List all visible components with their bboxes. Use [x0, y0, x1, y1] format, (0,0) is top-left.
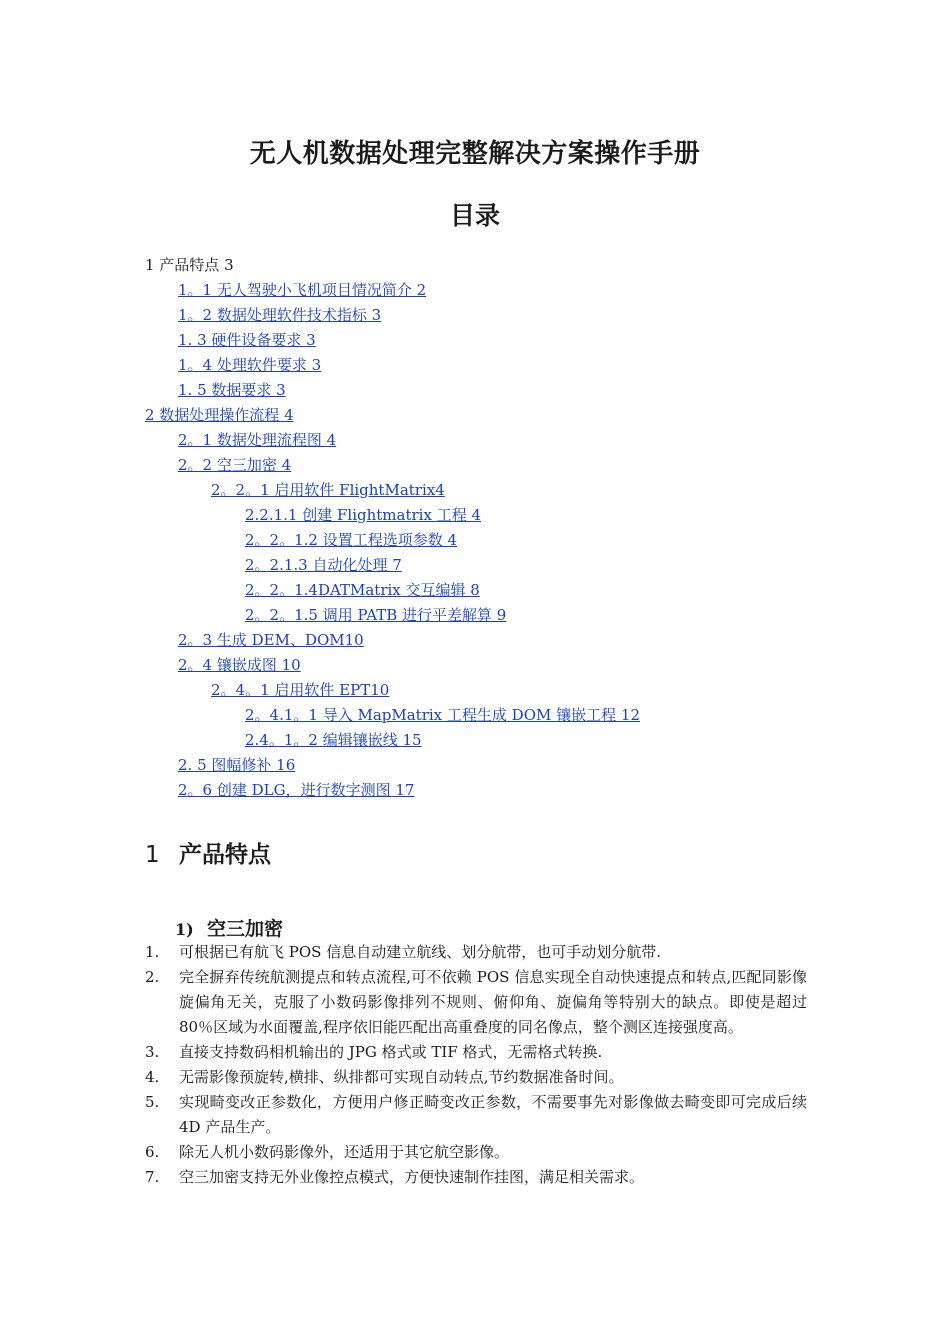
- toc-entry[interactable]: [0, 303, 950, 328]
- list-item-number: 7.: [145, 1168, 160, 1186]
- toc-link[interactable]: 1. 3 硬件设备要求 3: [178, 331, 316, 349]
- toc-entry[interactable]: [0, 403, 950, 428]
- toc-entry[interactable]: [0, 503, 950, 528]
- toc-link[interactable]: 2。1 数据处理流程图 4: [178, 431, 337, 449]
- toc-heading: 目录: [449, 201, 500, 230]
- list-item: [0, 1140, 807, 1165]
- toc-entry[interactable]: [0, 703, 950, 728]
- toc-link[interactable]: 2。4.1。1 导入 MapMatrix 工程生成 DOM 镶嵌工程 12: [245, 706, 640, 724]
- toc-entry[interactable]: [0, 653, 950, 678]
- toc-entry[interactable]: [0, 603, 950, 628]
- toc-entry[interactable]: [0, 353, 950, 378]
- toc-entry[interactable]: [0, 678, 950, 703]
- toc-link[interactable]: 1. 5 数据要求 3: [178, 381, 286, 399]
- toc-link[interactable]: 2。2。1 启用软件 FlightMatrix4: [211, 481, 445, 499]
- toc-link[interactable]: 1。4 处理软件要求 3: [178, 356, 322, 374]
- toc-link[interactable]: 2。4 镶嵌成图 10: [178, 656, 301, 674]
- list-item-text: 直接支持数码相机输出的 JPG 格式或 TIF 格式，无需格式转换.: [179, 1043, 603, 1061]
- toc-entry[interactable]: [0, 378, 950, 403]
- toc-link[interactable]: 2。2 空三加密 4: [178, 456, 292, 474]
- section-title: 产品特点: [179, 842, 271, 868]
- list-item-text: 完全摒弃传统航测提点和转点流程,可不依赖 POS 信息实现全自动快速提点和转点,匹配同影像旋偏角无关，克服了小数码影像排列不规则、俯仰角、旋偏角等特别大的缺点。即使是超过 80％区域为水面覆盖,程序依旧能匹配出高重叠度的同名像点，整个测区连接强度高。: [179, 968, 807, 1036]
- toc-link[interactable]: 2。2.1.3 自动化处理 7: [245, 556, 402, 574]
- toc-link[interactable]: 2。2。1.2 设置工程选项参数 4: [245, 531, 458, 549]
- list-item: [0, 965, 807, 1040]
- list-item-text: 空三加密支持无外业像控点模式，方便快速制作挂图，满足相关需求。: [179, 1168, 645, 1186]
- toc-entry[interactable]: [0, 428, 950, 453]
- list-item: [0, 940, 807, 965]
- toc-entry[interactable]: [0, 328, 950, 353]
- table-of-contents: [0, 253, 950, 803]
- list-item-text: 无需影像预旋转,横排、纵排都可实现自动转点,节约数据准备时间。: [179, 1068, 624, 1086]
- list-item: [0, 1040, 807, 1065]
- toc-link[interactable]: 2.2.1.1 创建 Flightmatrix 工程 4: [245, 506, 482, 524]
- list-item: [0, 1090, 807, 1140]
- feature-list: [0, 940, 950, 1190]
- section-heading: [145, 836, 271, 869]
- section-number: 1: [145, 842, 160, 868]
- toc-link[interactable]: 2。2。1.4DATMatrix 交互编辑 8: [245, 581, 480, 599]
- toc-text: 1 产品特点 3: [145, 256, 234, 274]
- toc-entry[interactable]: [0, 578, 950, 603]
- list-item-number: 4.: [145, 1068, 160, 1086]
- list-item-text: 实现畸变改正参数化，方便用户修正畸变改正参数，不需要事先对影像做去畸变即可完成后续 4D 产品生产。: [179, 1093, 807, 1136]
- toc-entry[interactable]: [0, 553, 950, 578]
- list-item-text: 除无人机小数码影像外，还适用于其它航空影像。: [179, 1143, 510, 1161]
- list-item-number: 5.: [145, 1093, 160, 1111]
- list-item-number: 2.: [145, 968, 160, 986]
- toc-entry[interactable]: [0, 478, 950, 503]
- document-title: 无人机数据处理完整解决方案操作手册: [249, 139, 701, 169]
- subsection-heading: [175, 914, 283, 941]
- list-item: [0, 1165, 807, 1190]
- toc-link[interactable]: 2. 5 图幅修补 16: [178, 756, 296, 774]
- list-item-number: 6.: [145, 1143, 160, 1161]
- toc-link[interactable]: 2。2。1.5 调用 PATB 进行平差解算 9: [245, 606, 507, 624]
- toc-entry[interactable]: [0, 728, 950, 753]
- list-item: [0, 1065, 807, 1090]
- toc-link[interactable]: 1。1 无人驾驶小飞机项目情况简介 2: [178, 281, 427, 299]
- toc-entry[interactable]: [0, 453, 950, 478]
- subsection-title: 空三加密: [207, 918, 284, 940]
- toc-entry: [0, 253, 950, 278]
- toc-entry[interactable]: [0, 778, 950, 803]
- toc-entry[interactable]: [0, 628, 950, 653]
- toc-link[interactable]: 2。3 生成 DEM、DOM10: [178, 631, 364, 649]
- list-item-text: 可根据已有航飞 POS 信息自动建立航线、划分航带，也可手动划分航带.: [179, 943, 661, 961]
- toc-entry[interactable]: [0, 753, 950, 778]
- toc-link[interactable]: 2.4。1。2 编辑镶嵌线 15: [245, 731, 422, 749]
- list-item-number: 1.: [145, 943, 160, 961]
- toc-link[interactable]: 2。6 创建 DLG，进行数字测图 17: [178, 781, 415, 799]
- toc-entry[interactable]: [0, 528, 950, 553]
- subsection-number: 1): [175, 920, 194, 939]
- toc-entry[interactable]: [0, 278, 950, 303]
- toc-link[interactable]: 2 数据处理操作流程 4: [145, 406, 294, 424]
- toc-link[interactable]: 2。4。1 启用软件 EPT10: [211, 681, 390, 699]
- toc-link[interactable]: 1。2 数据处理软件技术指标 3: [178, 306, 382, 324]
- list-item-number: 3.: [145, 1043, 160, 1061]
